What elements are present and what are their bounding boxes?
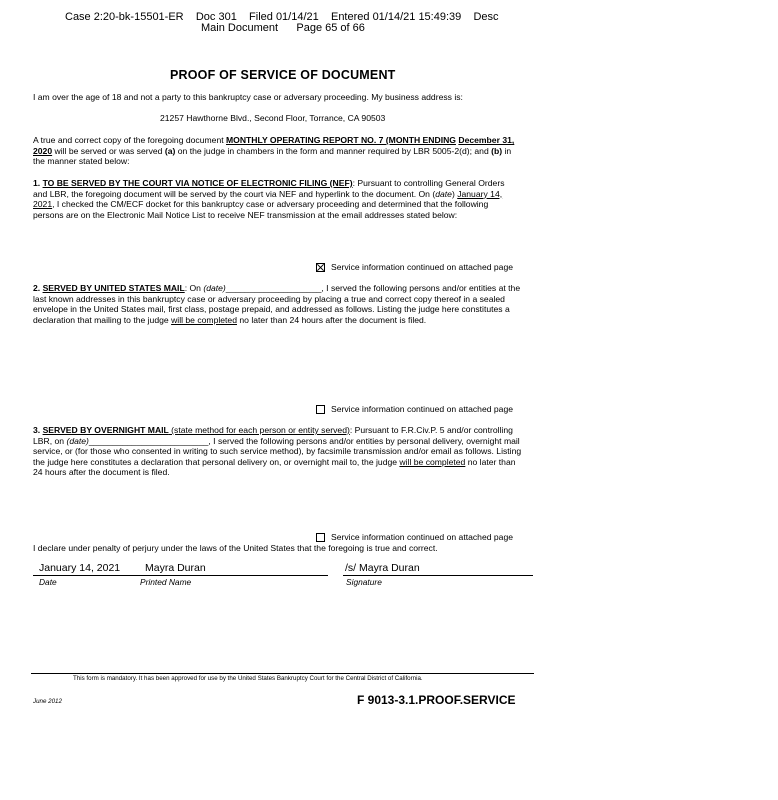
section-2-text3: no later than 24 hours after the document is filed. — [237, 314, 427, 325]
page-title: PROOF OF SERVICE OF DOCUMENT — [170, 68, 396, 82]
section-3-continued-checkbox[interactable] — [316, 533, 325, 542]
footer-mandatory-note: This form is mandatory. It has been approved for use by the United States Bankruptcy Court for the Central District of California. — [73, 675, 423, 682]
form-number: F 9013-3.1.PROOF.SERVICE — [357, 693, 516, 707]
section-2-continued-row — [316, 404, 513, 414]
section-1-continued-checkbox[interactable] — [316, 263, 325, 272]
copy-text-d: in the manner stated below: — [33, 145, 512, 167]
signature-label: Signature — [346, 577, 382, 587]
label-a: (a) — [164, 145, 176, 156]
copy-text-b: will be served or was served — [52, 145, 165, 156]
section-3-date-blank[interactable]: _________________________ — [88, 435, 209, 446]
section-1-continued-label: Service information continued on attached page — [331, 262, 514, 272]
section-3-text1: : Pursuant to F.R.Civ.P. 5 and/or controlling LBR, on — [33, 425, 513, 446]
section-3-overnight — [33, 425, 527, 478]
section-2-continued-checkbox[interactable] — [316, 405, 325, 414]
section-1-heading: TO BE SERVED BY THE COURT VIA NOTICE OF ELECTRONIC FILING (NEF) — [42, 178, 353, 188]
business-address: 21257 Hawthorne Blvd., Second Floor, Torrance, CA 90503 — [160, 113, 386, 123]
section-2-date-word: (date) — [203, 283, 226, 293]
section-1-date-value: January 14, 2021 — [33, 188, 503, 210]
document-title-part1: MONTHLY OPERATING REPORT NO. 7 (MONTH ENDING — [226, 135, 456, 145]
section-3-continued-label: Service information continued on attached page — [331, 532, 514, 542]
case-header-line1: Case 2:20-bk-15501-ER Doc 301 Filed 01/14/21 Entered 01/14/21 15:49:39 Desc — [65, 11, 499, 23]
section-1-number: 1. — [33, 178, 43, 188]
section-2-date-blank[interactable]: ____________________ — [225, 283, 322, 293]
section-1-date-word: date — [435, 188, 452, 199]
section-2-continued-label: Service information continued on attached page — [331, 404, 514, 414]
case-header-line2: Main Document Page 65 of 66 — [201, 22, 365, 34]
section-3-continued-row — [316, 532, 513, 542]
service-intro-paragraph — [33, 135, 521, 167]
document-title-part2: December 31, 2020 — [33, 135, 515, 156]
signature-value[interactable]: /s/ Mayra Duran — [345, 562, 420, 574]
section-2-number: 2. — [33, 283, 43, 293]
copy-text-a: A true and correct copy of the foregoing document — [33, 135, 226, 145]
signature-date-value[interactable]: January 14, 2021 — [39, 562, 121, 574]
section-1-text3: , I checked the CM/ECF docket for this bankruptcy case or adversary proceeding and determined that the following persons are on the Electronic Mail Notice List to receive NEF transmission at the email addresses stated below: — [33, 199, 489, 220]
section-2-will-be-completed: will be completed — [171, 314, 237, 325]
section-1-text1: : Pursuant to controlling General Orders and LBR, the foregoing document will be served by the court via NEF and hyperlink to the document. On ( — [33, 178, 505, 199]
section-1-continued-row — [316, 262, 513, 272]
section-2-text2: , I served the following persons and/or entities at the last known addresses in this bankruptcy case or adversary proceeding by placing a true and correct copy thereof in a sealed envelope in the United States mail, first class, postage prepaid, and addressed as follows. Listing the judge here constitutes a declaration that mailing to the judge — [33, 283, 521, 325]
section-3-text2: , I served the following persons and/or entities by personal delivery, overnight mail service, or (for those who consented in writing to such service method), by facsimile transmission and/or email as follows. Listing the judge here constitutes a declaration that personal delivery on, or overnight mail to, the judge — [33, 435, 522, 467]
footer-date: June 2012 — [33, 698, 62, 705]
section-3-heading: SERVED BY OVERNIGHT MAIL — [42, 425, 169, 435]
label-b: (b) — [491, 145, 503, 156]
printed-name-value[interactable]: Mayra Duran — [145, 562, 206, 574]
declaration-text: I declare under penalty of perjury under the laws of the United States that the foregoing is true and correct. — [33, 543, 438, 553]
copy-text-c: on the judge in chambers in the form and manner required by LBR 5005-2(d); and — [175, 145, 492, 156]
intro-text: I am over the age of 18 and not a party to this bankruptcy case or adversary proceeding. My business address is: — [33, 92, 463, 102]
section-1-nef — [33, 178, 517, 220]
date-label: Date — [39, 577, 57, 587]
signature-left-line — [33, 575, 328, 576]
section-2-heading: SERVED BY UNITED STATES MAIL — [42, 283, 185, 293]
section-1-text2: ) — [451, 188, 458, 199]
section-3-text3: no later than 24 hours after the document is filed. — [33, 456, 516, 478]
signature-right-line — [343, 575, 533, 576]
section-3-will-be-completed: will be completed — [399, 456, 466, 467]
footer-divider — [31, 673, 534, 674]
section-3-paren: (state method for each person or entity served) — [168, 425, 350, 435]
section-3-number: 3. — [33, 425, 43, 435]
section-2-text1: : On — [184, 283, 204, 293]
section-2-mail — [33, 283, 521, 325]
section-3-date-word: (date) — [66, 435, 89, 446]
printed-name-label: Printed Name — [140, 577, 192, 587]
